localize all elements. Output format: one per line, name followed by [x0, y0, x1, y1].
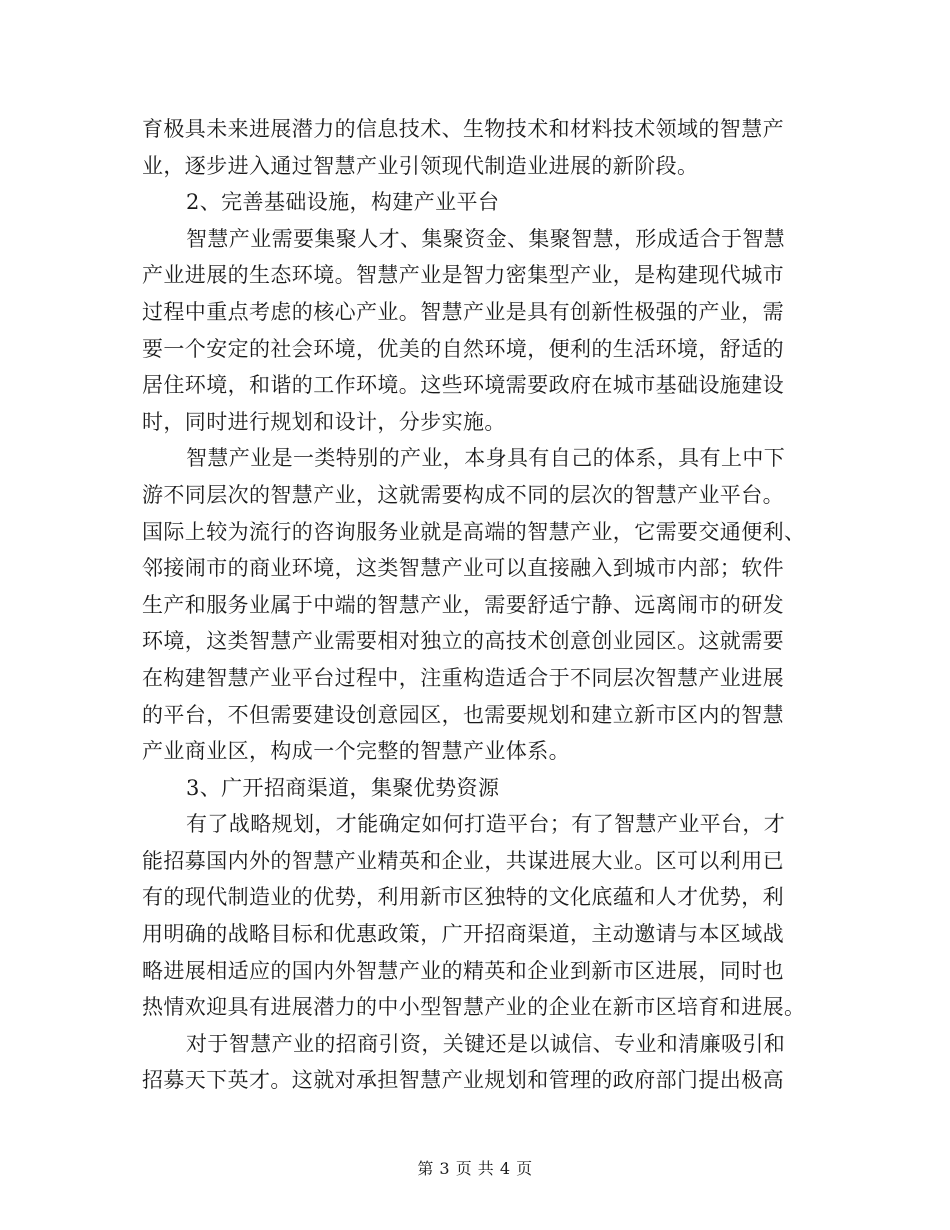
text-line: 国际上较为流行的咨询服务业就是高端的智慧产业，它需要交通便利、 [142, 519, 806, 544]
text-line: 环境，这类智慧产业需要相对独立的高技术创意创业园区。这就需要 [142, 629, 784, 654]
document-body [142, 111, 822, 1099]
text-line: 能招募国内外的智慧产业精英和企业，共谋进展大业。区可以利用已 [142, 848, 784, 873]
text-line: 2、完善基础设施，构建产业平台 [186, 190, 500, 215]
text-line: 略进展相适应的国内外智慧产业的精英和企业到新市区进展，同时也 [142, 958, 784, 983]
text-line: 对于智慧产业的招商引资，关键还是以诚信、专业和清廉吸引和 [186, 1031, 786, 1056]
text-line: 游不同层次的智慧产业，这就需要构成不同的层次的智慧产业平台。 [142, 482, 784, 507]
text-line: 生产和服务业属于中端的智慧产业，需要舒适宁静、远离闹市的研发 [142, 592, 784, 617]
text-line: 的平台，不但需要建设创意园区，也需要规划和建立新市区内的智慧 [142, 702, 784, 727]
text-line: 时，同时进行规划和设计，分步实施。 [142, 409, 506, 434]
text-line: 用明确的战略目标和优惠政策，广开招商渠道，主动邀请与本区域战 [142, 922, 784, 947]
text-line: 居住环境，和谐的工作环境。这些环境需要政府在城市基础设施建设 [142, 373, 784, 398]
text-line: 招募天下英才。这就对承担智慧产业规划和管理的政府部门提出极高 [142, 1068, 784, 1093]
text-line: 育极具未来进展潜力的信息技术、生物技术和材料技术领域的智慧产 [142, 117, 784, 141]
text-line: 3、广开招商渠道，集聚优势资源 [186, 775, 500, 800]
text-line: 产业进展的生态环境。智慧产业是智力密集型产业，是构建现代城市 [142, 263, 784, 288]
page-footer: 第 3 页 共 4 页 [417, 1159, 533, 1178]
text-line: 要一个安定的社会环境，优美的自然环境，便利的生活环境，舒适的 [142, 336, 784, 361]
text-line: 有了战略规划，才能确定如何打造平台；有了智慧产业平台，才 [186, 812, 786, 837]
text-line: 智慧产业是一类特别的产业，本身具有自己的体系，具有上中下 [186, 446, 786, 471]
text-line: 业，逐步进入通过智慧产业引领现代制造业进展的新阶段。 [142, 153, 699, 178]
text-line: 过程中重点考虑的核心产业。智慧产业是具有创新性极强的产业，需 [142, 299, 784, 324]
text-line: 有的现代制造业的优势，利用新市区独特的文化底蕴和人才优势，利 [142, 885, 784, 910]
text-line: 智慧产业需要集聚人才、集聚资金、集聚智慧，形成适合于智慧 [186, 226, 786, 251]
text-line: 热情欢迎具有进展潜力的中小型智慧产业的企业在新市区培育和进展。 [142, 995, 806, 1020]
text-line: 产业商业区，构成一个完整的智慧产业体系。 [142, 739, 570, 764]
text-line: 在构建智慧产业平台过程中，注重构造适合于不同层次智慧产业进展 [142, 665, 784, 690]
text-line: 邻接闹市的商业环境，这类智慧产业可以直接融入到城市内部；软件 [142, 556, 784, 581]
